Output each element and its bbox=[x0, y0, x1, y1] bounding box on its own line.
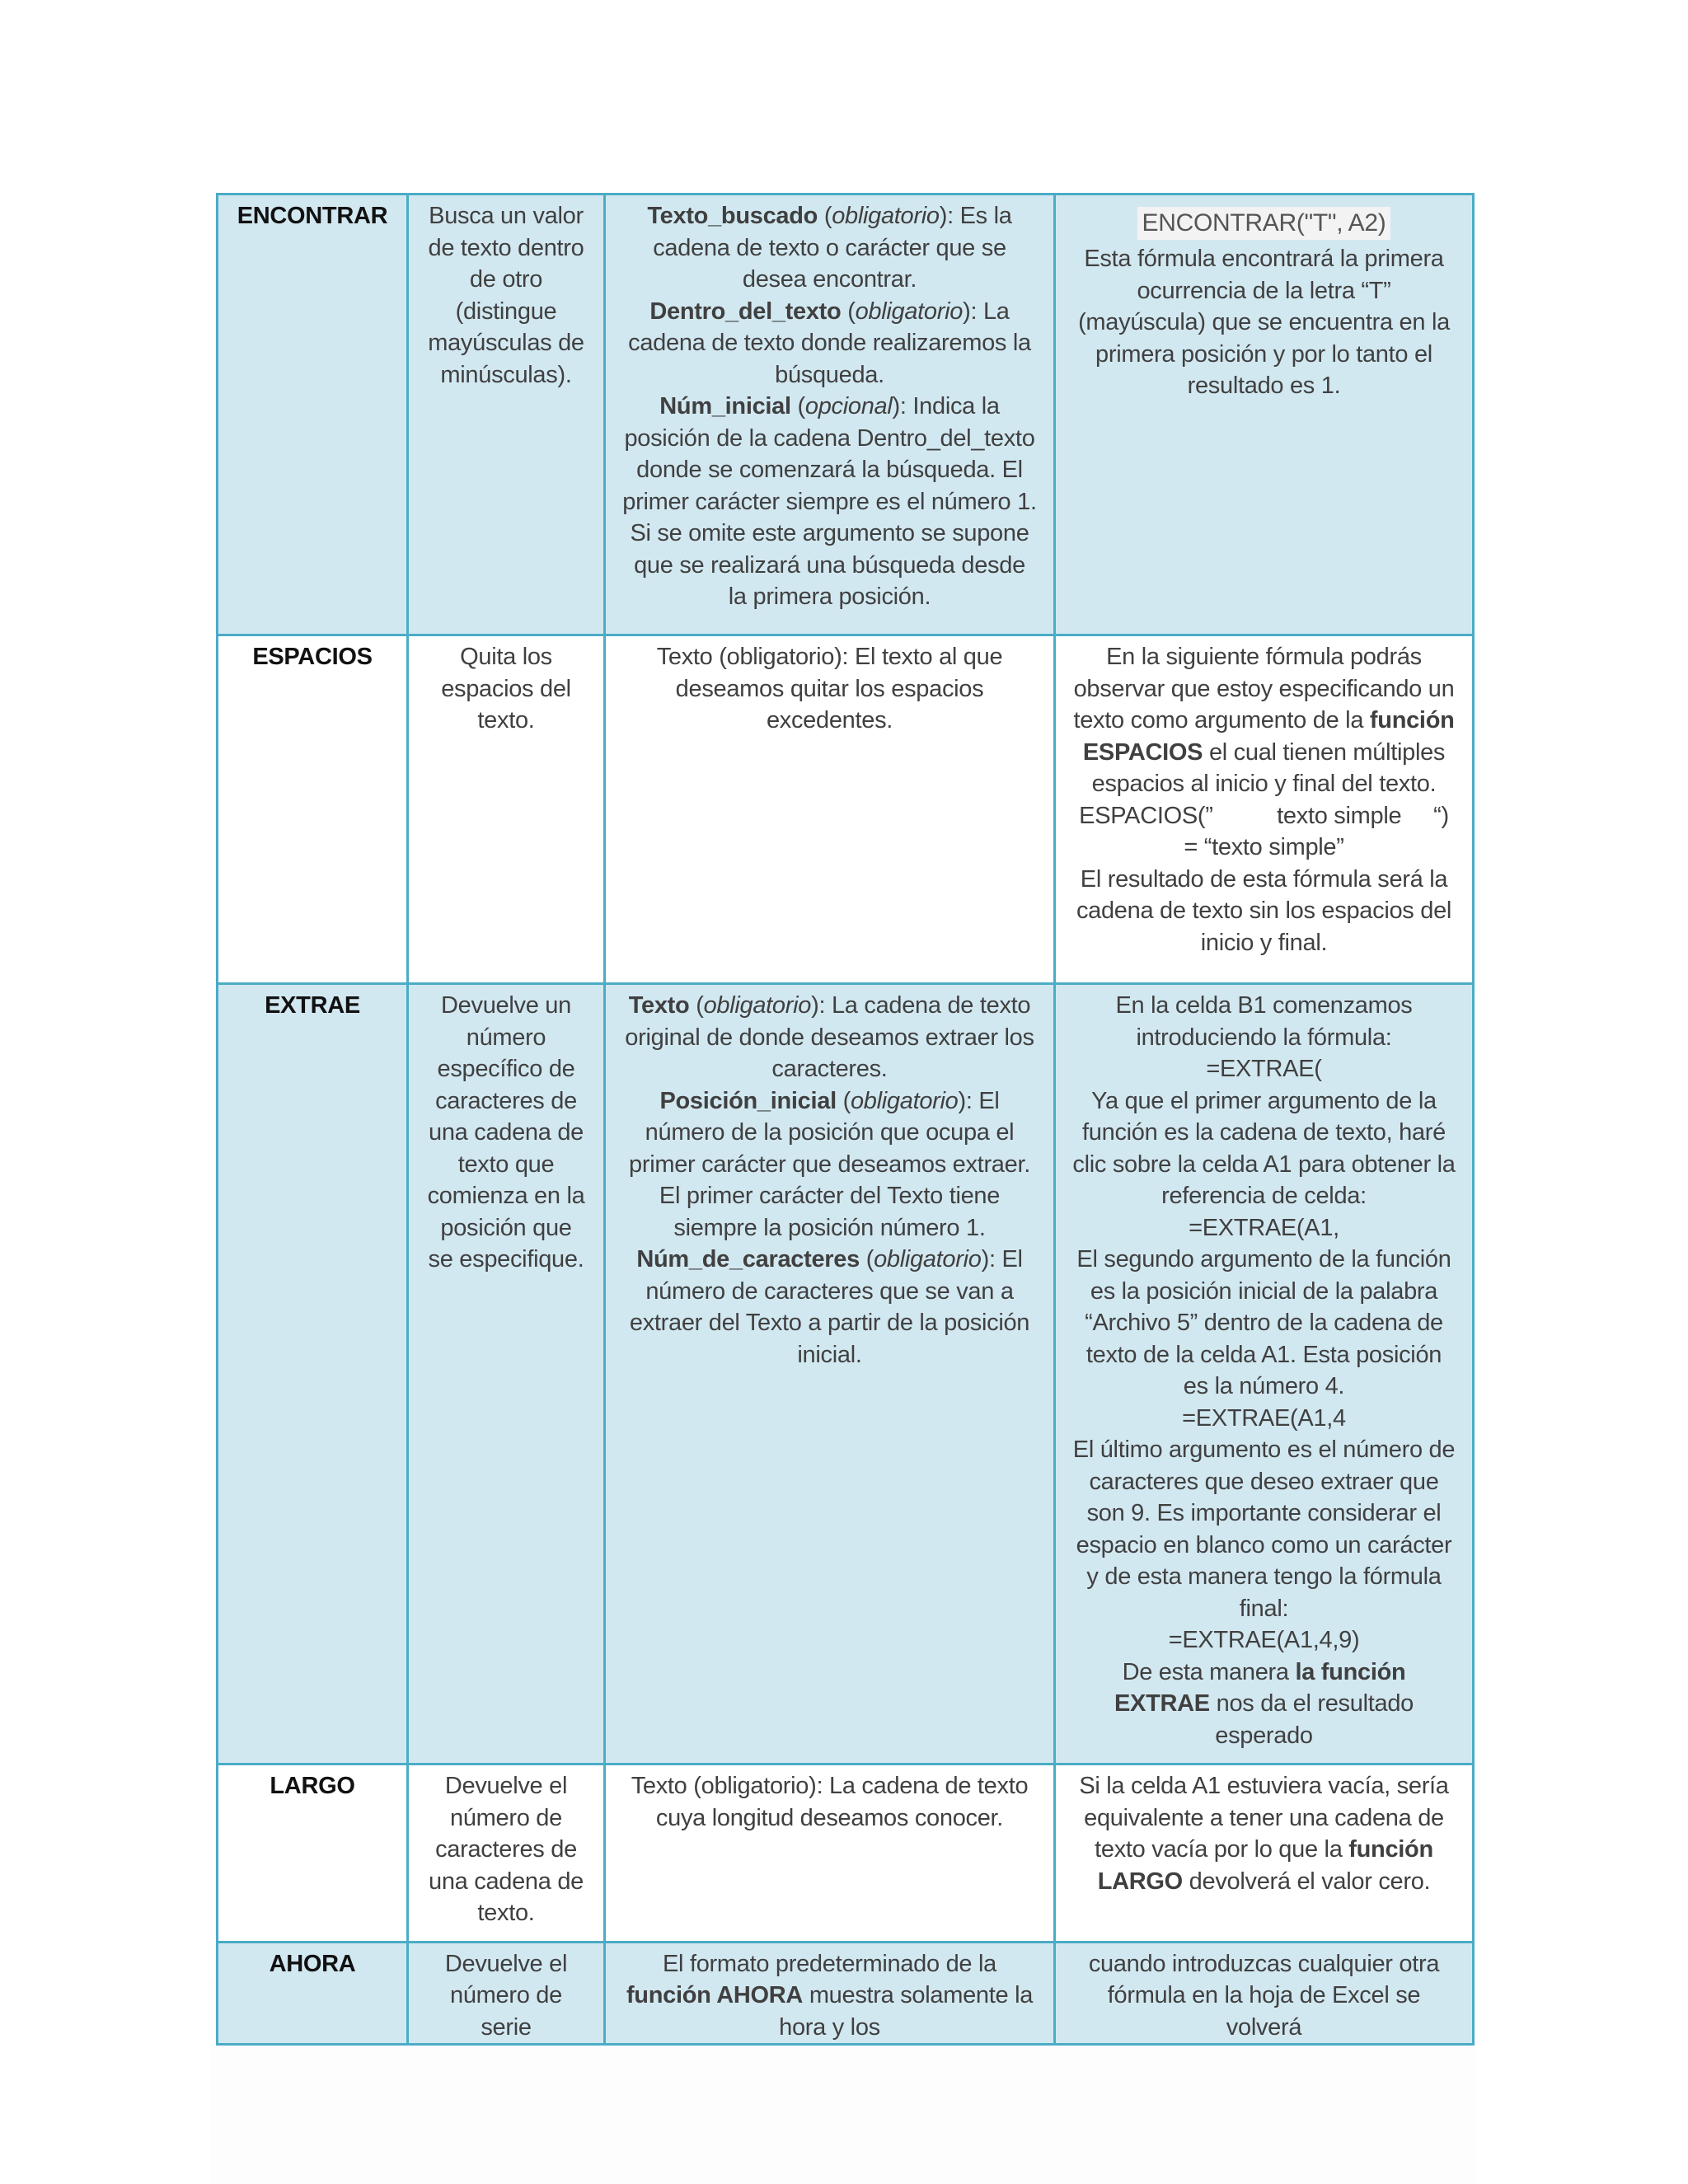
example-line: El segundo argumento de la función es la posición inicial de la palabra “Archivo 5” dentro de la cadena de texto de la celda A1. Esta posición es la número 4. bbox=[1076, 1246, 1451, 1399]
argument-type: obligatorio bbox=[874, 1246, 982, 1272]
argument-label: Dentro_del_texto bbox=[649, 298, 842, 325]
function-name-cell bbox=[218, 984, 408, 1765]
argument-type: obligatorio bbox=[703, 992, 812, 1019]
function-name: EXTRAE bbox=[265, 992, 360, 1019]
argument-item: Núm_inicial (opcional): Indica la posición de la cadena Dentro_del_texto donde se comenzará la búsqueda. El primer carácter siempre es el número 1. Si se omite este argumento se supone que se realizará una búsqueda desde la primera posición. bbox=[622, 393, 1037, 610]
example-text-part: En la siguiente fórmula podrás observar que estoy especificando un texto como argumento de la bbox=[1073, 644, 1455, 733]
description-cell bbox=[408, 1942, 605, 2045]
argument-label: Posición_inicial bbox=[659, 1087, 837, 1114]
arguments-text-part: El formato predeterminado de la bbox=[663, 1950, 996, 1977]
example-formula-step: =EXTRAE( bbox=[1206, 1056, 1322, 1082]
arguments-cell bbox=[605, 635, 1055, 984]
example-line: En la celda B1 comenzamos introduciendo la fórmula: bbox=[1115, 992, 1413, 1051]
example-text-part: Si la celda A1 estuviera vacía, sería equivalente a tener una cadena de texto vacía por lo que la bbox=[1079, 1773, 1449, 1863]
argument-text: : Es la cadena de texto o carácter que se desea encontrar. bbox=[653, 203, 1012, 293]
arguments-cell bbox=[605, 1942, 1055, 2045]
example-result: El resultado de esta fórmula será la cadena de texto sin los espacios del inicio y final. bbox=[1076, 865, 1452, 956]
arguments-text: Texto (obligatorio): El texto al que deseamos quitar los espacios excedentes. bbox=[656, 644, 1003, 733]
argument-item: Texto_buscado (obligatorio): Es la cadena de texto o carácter que se desea encontrar. bbox=[647, 203, 1012, 293]
table-row-encontrar bbox=[218, 194, 1474, 635]
arguments-cell bbox=[605, 1765, 1055, 1943]
table-row-largo bbox=[218, 1765, 1474, 1943]
function-reference: función AHORA bbox=[626, 1982, 804, 2008]
arguments-text: Texto (obligatorio): La cadena de texto cuya longitud deseamos conocer. bbox=[631, 1773, 1029, 1831]
argument-type: opcional bbox=[804, 393, 893, 419]
functions-table bbox=[216, 193, 1475, 2046]
description-cell bbox=[408, 635, 605, 984]
argument-type: obligatorio bbox=[850, 1087, 959, 1114]
arguments-cell bbox=[605, 984, 1055, 1765]
argument-item: Núm_de_caracteres (obligatorio): El número de caracteres que se van a extraer del Texto a partir de la posición inicial. bbox=[629, 1246, 1030, 1368]
example-text: cuando introduzcas cualquier otra fórmula en la hoja de Excel se volverá bbox=[1088, 1950, 1440, 2041]
table-row-extrae bbox=[218, 984, 1474, 1765]
example-cell bbox=[1055, 194, 1474, 635]
example-line: El último argumento es el número de caracteres que deseo extraer que son 9. Es importante considerar el espacio en blanco como un carácter y de esta manera tengo la fórmula final: bbox=[1072, 1436, 1456, 1622]
arguments-cell bbox=[605, 194, 1055, 635]
argument-type: obligatorio bbox=[832, 203, 940, 229]
arguments-text-part: muestra solamente la hora y los bbox=[779, 1982, 1034, 2041]
description-cell bbox=[408, 984, 605, 1765]
example-text-part: De esta manera bbox=[1122, 1658, 1296, 1685]
function-description: Devuelve un número específico de caracteres de una cadena de texto que comienza en la posición que se especifique. bbox=[427, 992, 585, 1272]
example-formula: ESPACIOS(” texto simple “) = “texto simple” bbox=[1079, 802, 1456, 860]
example-line: Ya que el primer argumento de la función es la cadena de texto, haré clic sobre la celda A1 para obtener la referencia de celda: bbox=[1072, 1087, 1456, 1209]
example-cell bbox=[1055, 635, 1474, 984]
function-reference: la función EXTRAE bbox=[1114, 1658, 1406, 1717]
argument-label: Texto_buscado bbox=[647, 203, 818, 229]
example-formula-step: =EXTRAE(A1, bbox=[1189, 1214, 1339, 1241]
argument-label: Núm_de_caracteres bbox=[636, 1246, 860, 1272]
example-text bbox=[1072, 641, 1456, 800]
example-cell bbox=[1055, 1765, 1474, 1943]
function-name: ESPACIOS bbox=[252, 644, 373, 670]
example-text: Esta fórmula encontrará la primera ocurrencia de la letra “T” (mayúscula) que se encuentra en la primera posición y por lo tanto el resultado es 1. bbox=[1078, 246, 1450, 399]
function-description: Devuelve el número de serie bbox=[444, 1950, 568, 2041]
table-row-espacios bbox=[218, 635, 1474, 984]
argument-item: Dentro_del_texto (obligatorio): La cadena de texto donde realizaremos la búsqueda. bbox=[628, 298, 1031, 388]
function-name: AHORA bbox=[269, 1950, 356, 1977]
example-formula: ENCONTRAR("T", A2) bbox=[1137, 207, 1391, 240]
argument-text: : La cadena de texto original de donde deseamos extraer los caracteres. bbox=[625, 992, 1034, 1082]
example-formula-step: =EXTRAE(A1,4 bbox=[1182, 1404, 1346, 1432]
argument-label: Texto bbox=[628, 992, 690, 1019]
function-reference: función LARGO bbox=[1097, 1836, 1433, 1895]
example-cell bbox=[1055, 984, 1474, 1765]
function-name-cell bbox=[218, 1942, 408, 2045]
function-name: ENCONTRAR bbox=[237, 203, 388, 229]
description-cell bbox=[408, 1765, 605, 1943]
argument-item: Texto (obligatorio): La cadena de texto original de donde deseamos extraer los caracteres. bbox=[625, 992, 1034, 1082]
function-name-cell bbox=[218, 635, 408, 984]
example-conclusion bbox=[1072, 1657, 1456, 1752]
description-cell bbox=[408, 194, 605, 635]
example-text-part: devolverá el valor cero. bbox=[1182, 1868, 1431, 1895]
function-description: Devuelve el número de caracteres de una cadena de texto. bbox=[429, 1773, 584, 1926]
argument-text: : El número de caracteres que se van a extraer del Texto a partir de la posición inicial. bbox=[629, 1246, 1030, 1368]
example-formula-step: =EXTRAE(A1,4,9) bbox=[1168, 1627, 1360, 1653]
function-reference: función ESPACIOS bbox=[1082, 707, 1455, 766]
argument-text: : La cadena de texto donde realizaremos la búsqueda. bbox=[628, 298, 1031, 388]
function-description: Quita los espacios del texto. bbox=[441, 644, 571, 733]
argument-text: : Indica la posición de la cadena Dentro_del_texto donde se comenzará la búsqueda. El primer carácter siempre es el número 1. Si se omite este argumento se supone que se realizará una búsqueda desde la primera posición. bbox=[622, 393, 1037, 610]
example-text bbox=[1072, 1770, 1456, 1897]
example-text-part: nos da el resultado esperado bbox=[1209, 1690, 1414, 1749]
function-name-cell bbox=[218, 194, 408, 635]
example-cell bbox=[1055, 1942, 1474, 2045]
function-description: Busca un valor de texto dentro de otro (distingue mayúsculas de minúsculas). bbox=[428, 203, 584, 388]
argument-text: : El número de la posición que ocupa el primer carácter que deseamos extraer. El primer carácter del Texto tiene siempre la posición número 1. bbox=[629, 1087, 1030, 1241]
argument-type: obligatorio bbox=[855, 298, 964, 325]
table-row-ahora bbox=[218, 1942, 1474, 2045]
arguments-text bbox=[622, 1948, 1037, 2044]
argument-item: Posición_inicial (obligatorio): El número de la posición que ocupa el primer carácter que deseamos extraer. El primer carácter del Texto tiene siempre la posición número 1. bbox=[629, 1087, 1030, 1241]
function-name: LARGO bbox=[270, 1773, 355, 1799]
argument-label: Núm_inicial bbox=[659, 393, 791, 419]
function-name-cell bbox=[218, 1765, 408, 1943]
example-text-part: el cual tienen múltiples espacios al inicio y final del texto. bbox=[1091, 738, 1446, 797]
